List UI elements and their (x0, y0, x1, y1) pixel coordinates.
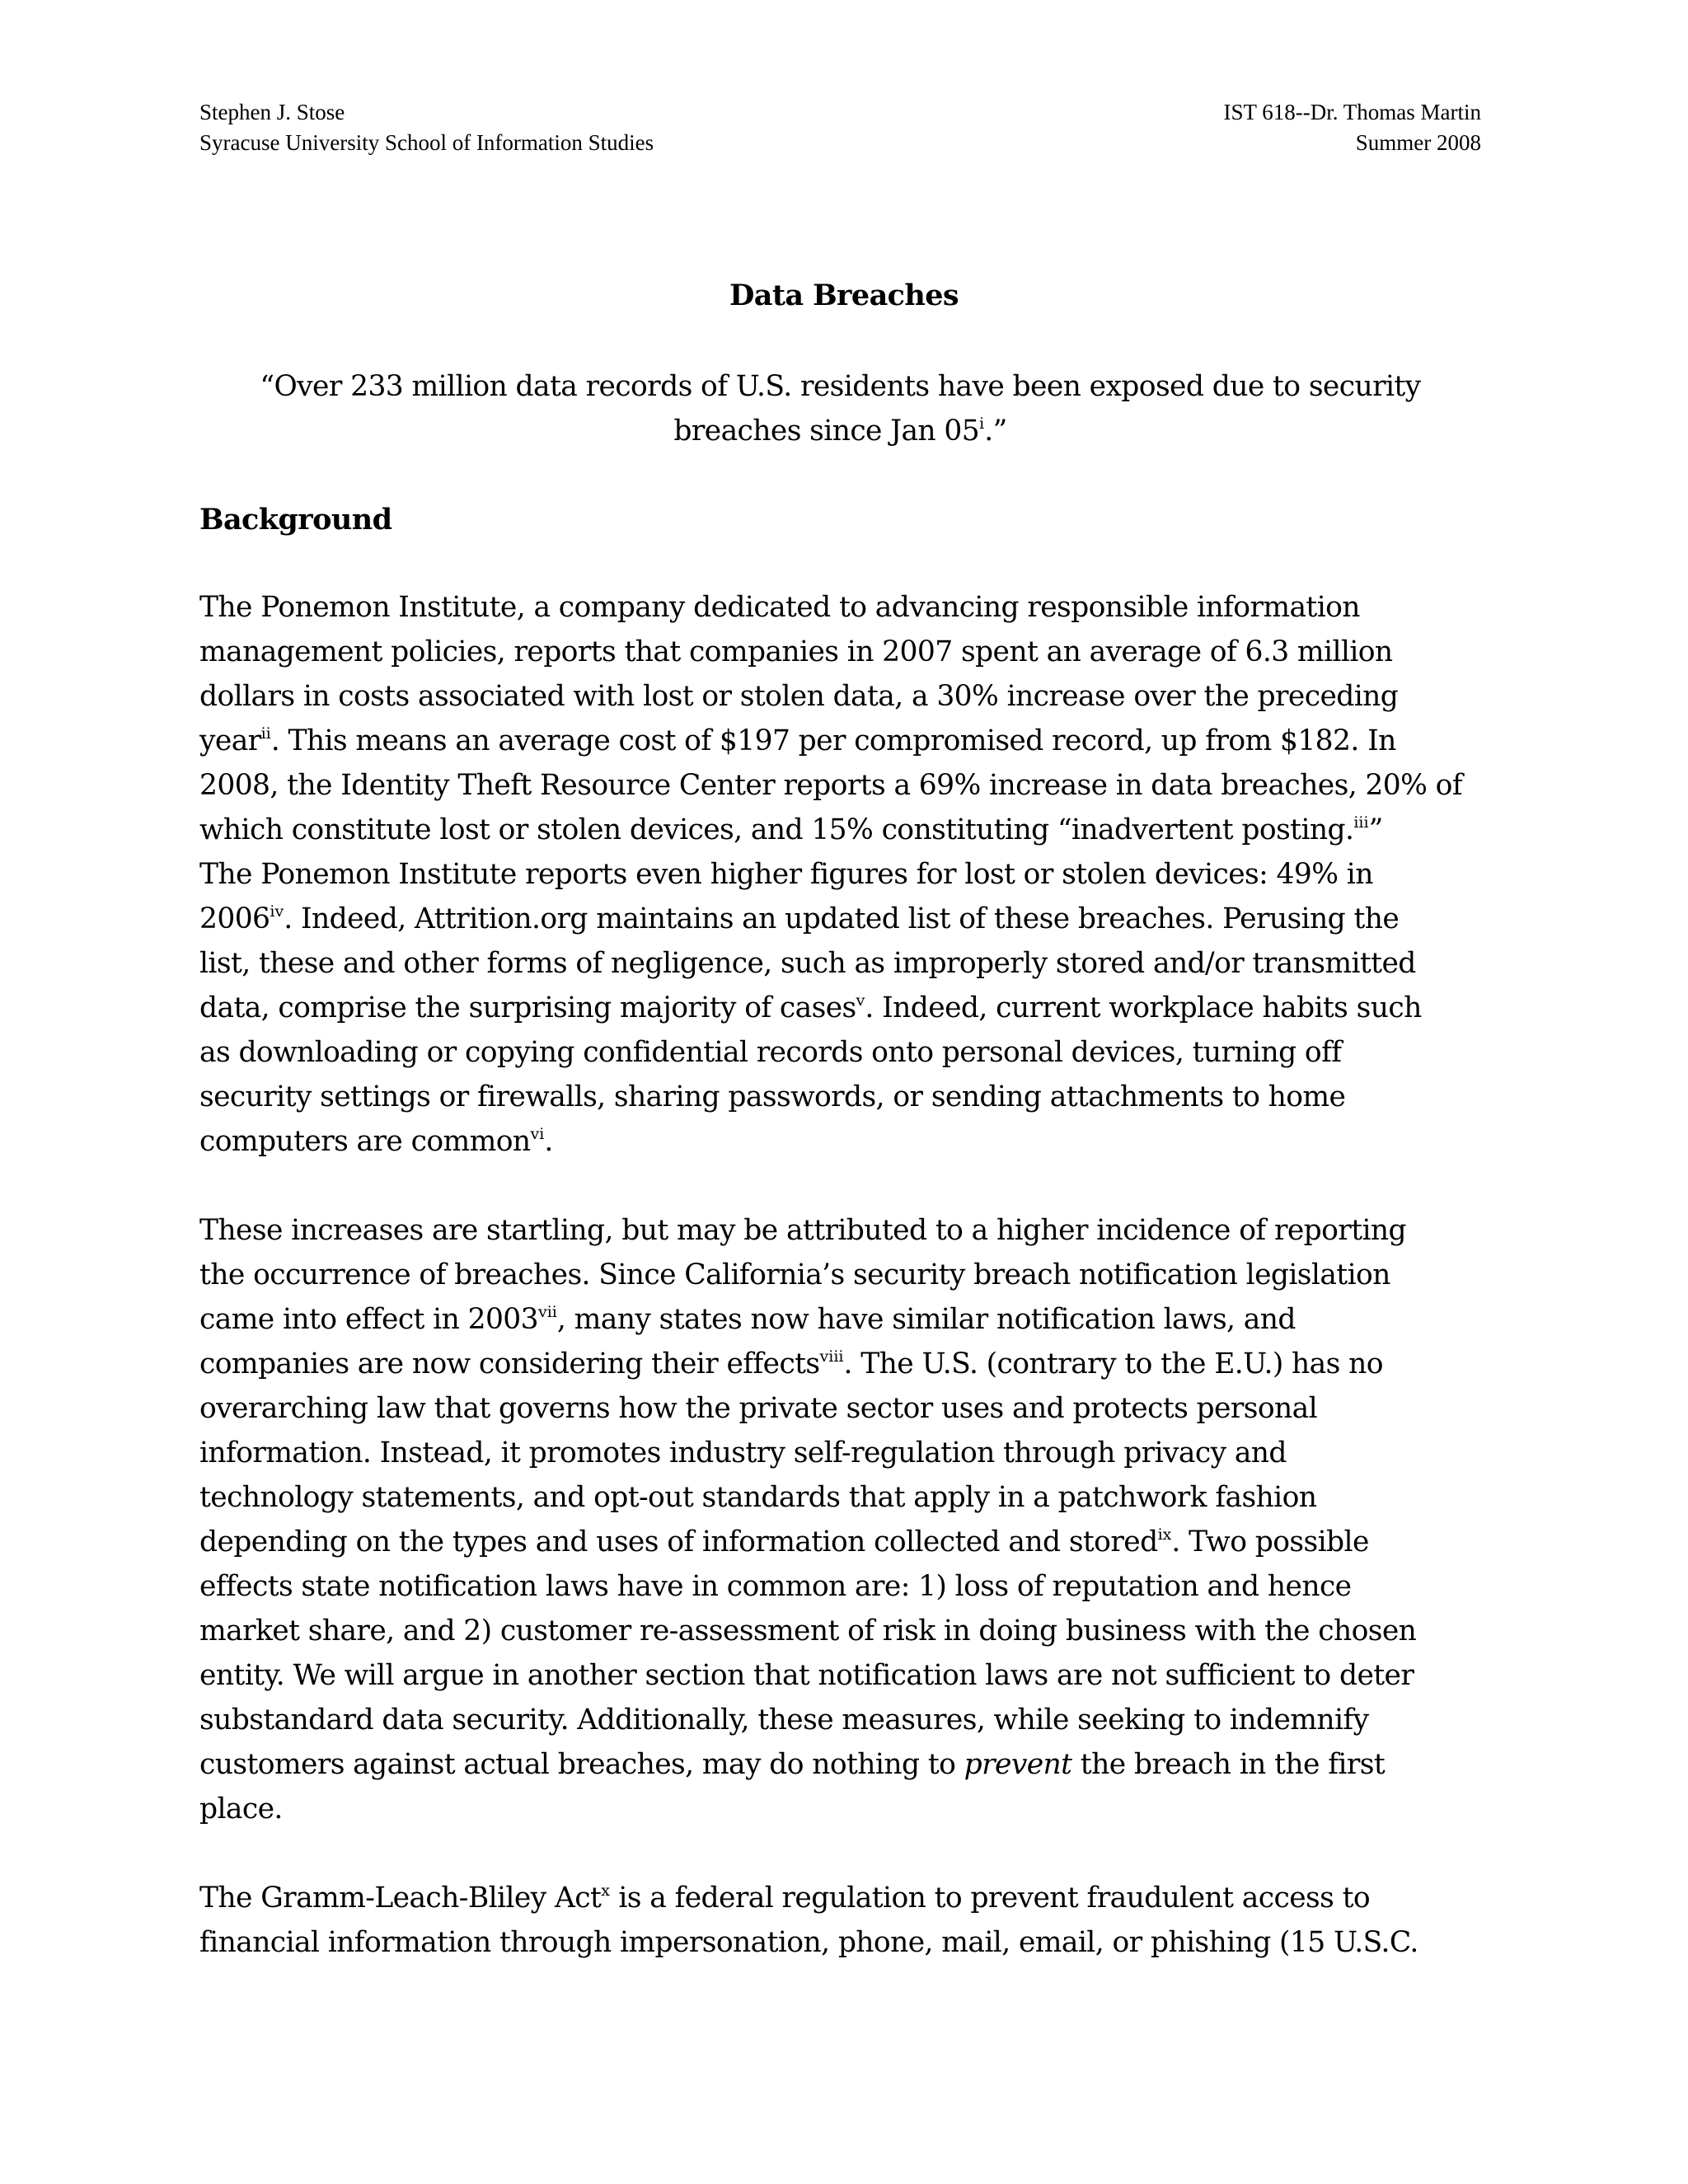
text-line: overarching law that governs how the private sector uses and protects personal (199, 1392, 1318, 1425)
text-line: as downloading or copying confidential records onto personal devices, turning off (199, 1036, 1342, 1069)
text-line: security settings or firewalls, sharing passwords, or sending attachments to home (199, 1080, 1346, 1113)
text-run: companies are now considering their effects (199, 1347, 820, 1380)
text-line: the occurrence of breaches. Since California’s security breach notification legislation (199, 1258, 1390, 1291)
text-run: . Two possible (1171, 1526, 1369, 1558)
text-line: 2008, the Identity Theft Resource Center reports a 69% increase in data breaches, 20% of (199, 769, 1463, 802)
emphasis-text: prevent (964, 1748, 1072, 1781)
endnote-ref: vii (538, 1303, 557, 1321)
text-line: market share, and 2) customer re-assessment of risk in doing business with the chosen (199, 1615, 1417, 1647)
quote-text: breaches since Jan 05 (673, 415, 980, 448)
text-run: depending on the types and uses of information collected and stored (199, 1526, 1158, 1558)
text-line (199, 719, 1502, 763)
quote-text: .” (984, 415, 1007, 448)
text-run: which constitute lost or stolen devices, and 15% constituting “inadvertent posting. (199, 813, 1354, 846)
text-line: dollars in costs associated with lost or stolen data, a 30% increase over the preceding (199, 680, 1399, 713)
paragraph-1 (199, 585, 1502, 1164)
endnote-ref: v (856, 991, 865, 1010)
section-heading: Background (199, 503, 392, 537)
text-line: These increases are startling, but may be attributed to a higher incidence of reporting (199, 1214, 1406, 1247)
text-line (199, 986, 1502, 1030)
text-run: the breach in the first (1071, 1748, 1386, 1781)
text-run: , many states now have similar notification laws, and (556, 1303, 1296, 1336)
text-line: The Ponemon Institute, a company dedicated to advancing responsible information (199, 591, 1360, 624)
paragraph-3 (199, 1876, 1502, 1965)
text-line: effects state notification laws have in common are: 1) loss of reputation and hence (199, 1570, 1352, 1603)
header-left (199, 97, 654, 158)
text-run: 2006 (199, 902, 270, 935)
text-line (199, 808, 1502, 852)
text-line: information. Instead, it promotes industry self-regulation through privacy and (199, 1436, 1287, 1469)
endnote-ref: ii (260, 724, 271, 743)
text-run: . Indeed, current workplace habits such (865, 991, 1422, 1024)
text-run: came into effect in 2003 (199, 1303, 538, 1336)
endnote-ref: iii (1353, 813, 1369, 832)
text-line: The Ponemon Institute reports even higher figures for lost or stolen devices: 49% in (199, 858, 1373, 891)
text-line: substandard data security. Additionally, these measures, while seeking to indemnify (199, 1704, 1369, 1736)
text-run: The Gramm-Leach-Bliley Act (199, 1882, 602, 1915)
paragraph-2 (199, 1208, 1502, 1831)
text-line: financial information through impersonation, phone, mail, email, or phishing (15 U.S.C. (199, 1926, 1418, 1959)
document-title: Data Breaches (729, 279, 959, 312)
endnote-ref: ix (1157, 1526, 1172, 1544)
epigraph-quote (199, 364, 1481, 453)
text-line (199, 1119, 1502, 1164)
quote-line: “Over 233 million data records of U.S. residents have been exposed due to security (260, 370, 1421, 403)
author-affiliation: Syracuse University School of Information Studies (199, 130, 654, 155)
text-run: is a federal regulation to prevent fraudulent access to (609, 1882, 1371, 1915)
text-run: year (199, 724, 261, 757)
quote-line (199, 409, 1481, 453)
text-run: customers against actual breaches, may do nothing to (199, 1748, 964, 1781)
endnote-ref: viii (819, 1347, 844, 1366)
text-run: . (544, 1125, 553, 1158)
text-line (199, 897, 1502, 941)
endnote-ref: x (601, 1882, 610, 1900)
text-line (199, 1876, 1502, 1920)
text-line: management policies, reports that companies in 2007 spent an average of 6.3 million (199, 635, 1393, 668)
author-name: Stephen J. Stose (199, 100, 345, 124)
course-info: IST 618--Dr. Thomas Martin (1223, 100, 1481, 124)
text-run: data, comprise the surprising majority of cases (199, 991, 856, 1024)
text-run: . This means an average cost of $197 per compromised record, up from $182. In (270, 724, 1396, 757)
term-info: Summer 2008 (1355, 130, 1481, 155)
header-right (1224, 97, 1481, 158)
endnote-ref: i (979, 415, 985, 433)
text-line (199, 1520, 1502, 1564)
text-run: . The U.S. (contrary to the E.U.) has no (843, 1347, 1383, 1380)
text-line (199, 1297, 1502, 1342)
text-run: computers are common (199, 1125, 531, 1158)
endnote-ref: iv (270, 902, 284, 921)
text-line: technology statements, and opt-out standards that apply in a patchwork fashion (199, 1481, 1317, 1514)
text-line (199, 1742, 1502, 1787)
text-line: list, these and other forms of negligence, such as improperly stored and/or transmitted (199, 947, 1416, 980)
text-line: entity. We will argue in another section that notification laws are not sufficient to deter (199, 1659, 1414, 1692)
text-run: ” (1368, 813, 1383, 846)
text-line: place. (199, 1793, 283, 1825)
text-line (199, 1342, 1502, 1386)
text-run: . Indeed, Attrition.org maintains an updated list of these breaches. Perusing the (284, 902, 1400, 935)
endnote-ref: vi (530, 1125, 545, 1143)
